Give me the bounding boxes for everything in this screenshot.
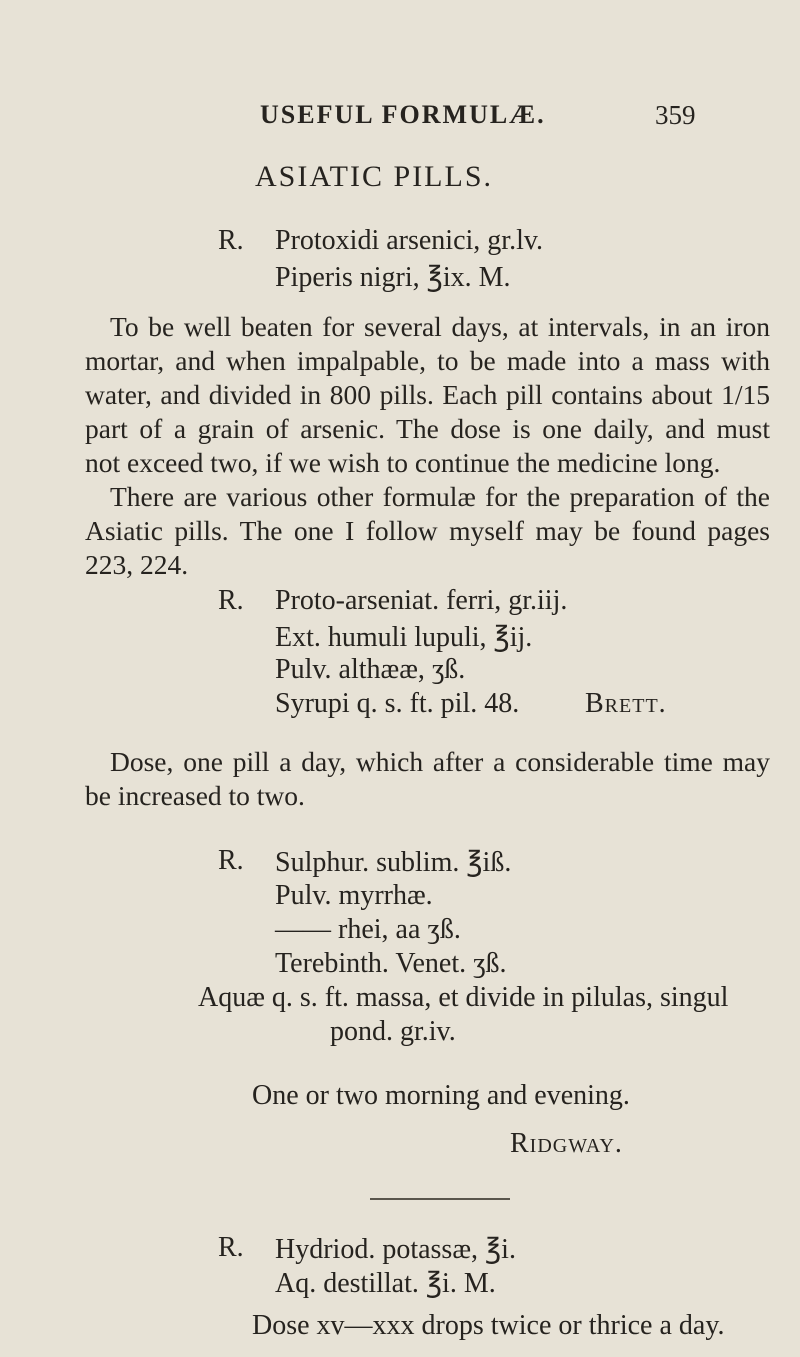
recipe-line: Hydriod. potassæ, ℥i.	[275, 1234, 516, 1265]
recipe-line: Piperis nigri, ℥ix. M.	[275, 262, 511, 293]
page-number: 359	[655, 100, 696, 130]
paragraph	[85, 480, 770, 582]
recipe-line: Ext. humuli lupuli, ℥ij.	[275, 622, 533, 653]
text-line: mortar, and when impalpable, to be made into a mass with	[85, 345, 770, 376]
text-line: To be well beaten for several days, at intervals, in an iron	[110, 311, 770, 342]
section-divider	[370, 1198, 510, 1200]
text-line: part of a grain of arsenic. The dose is one daily, and must	[85, 413, 770, 444]
author-attribution: Ridgway.	[510, 1128, 623, 1159]
text-line: Dose, one pill a day, which after a considerable time may	[110, 746, 770, 777]
recipe-line: Aquæ q. s. ft. massa, et divide in pilulas, singul	[198, 982, 729, 1013]
rx-symbol: R.	[218, 225, 244, 256]
recipe-line: Aq. destillat. ℥i. M.	[275, 1268, 496, 1299]
instruction-text: Dose xv—xxx drops twice or thrice a day.	[252, 1310, 725, 1341]
rx-symbol: R.	[218, 845, 244, 876]
rx-symbol: R.	[218, 1232, 244, 1263]
paragraph	[85, 310, 770, 480]
recipe-line: Pulv. althææ, ʒß.	[275, 654, 466, 685]
text-line: water, and divided in 800 pills. Each pill contains about 1/15	[85, 379, 770, 410]
text-line: not exceed two, if we wish to continue the medicine long.	[85, 447, 721, 478]
recipe-line: Terebinth. Venet. ʒß.	[275, 948, 507, 979]
recipe-line: —— rhei, aa ʒß.	[275, 914, 461, 945]
text-line: be increased to two.	[85, 780, 305, 811]
recipe-line: Pulv. myrrhæ.	[275, 880, 433, 911]
author-attribution: Brett.	[585, 688, 667, 719]
text-line: There are various other formulæ for the preparation of the	[110, 481, 770, 512]
recipe-line: Protoxidi arsenici, gr.lv.	[275, 225, 544, 256]
recipe-line: pond. gr.iv.	[330, 1016, 456, 1047]
instruction-text: One or two morning and evening.	[252, 1080, 630, 1111]
recipe-line: Proto-arseniat. ferri, gr.iij.	[275, 585, 568, 616]
section-title: ASIATIC PILLS.	[255, 160, 494, 193]
recipe-line: Syrupi q. s. ft. pil. 48.	[275, 688, 520, 719]
text-line: Asiatic pills. The one I follow myself may be found pages	[85, 515, 770, 546]
paragraph	[85, 745, 770, 813]
running-head: USEFUL FORMULÆ.	[260, 100, 546, 129]
text-line: 223, 224.	[85, 549, 189, 580]
rx-symbol: R.	[218, 585, 244, 616]
recipe-line: Sulphur. sublim. ℥iß.	[275, 847, 512, 878]
